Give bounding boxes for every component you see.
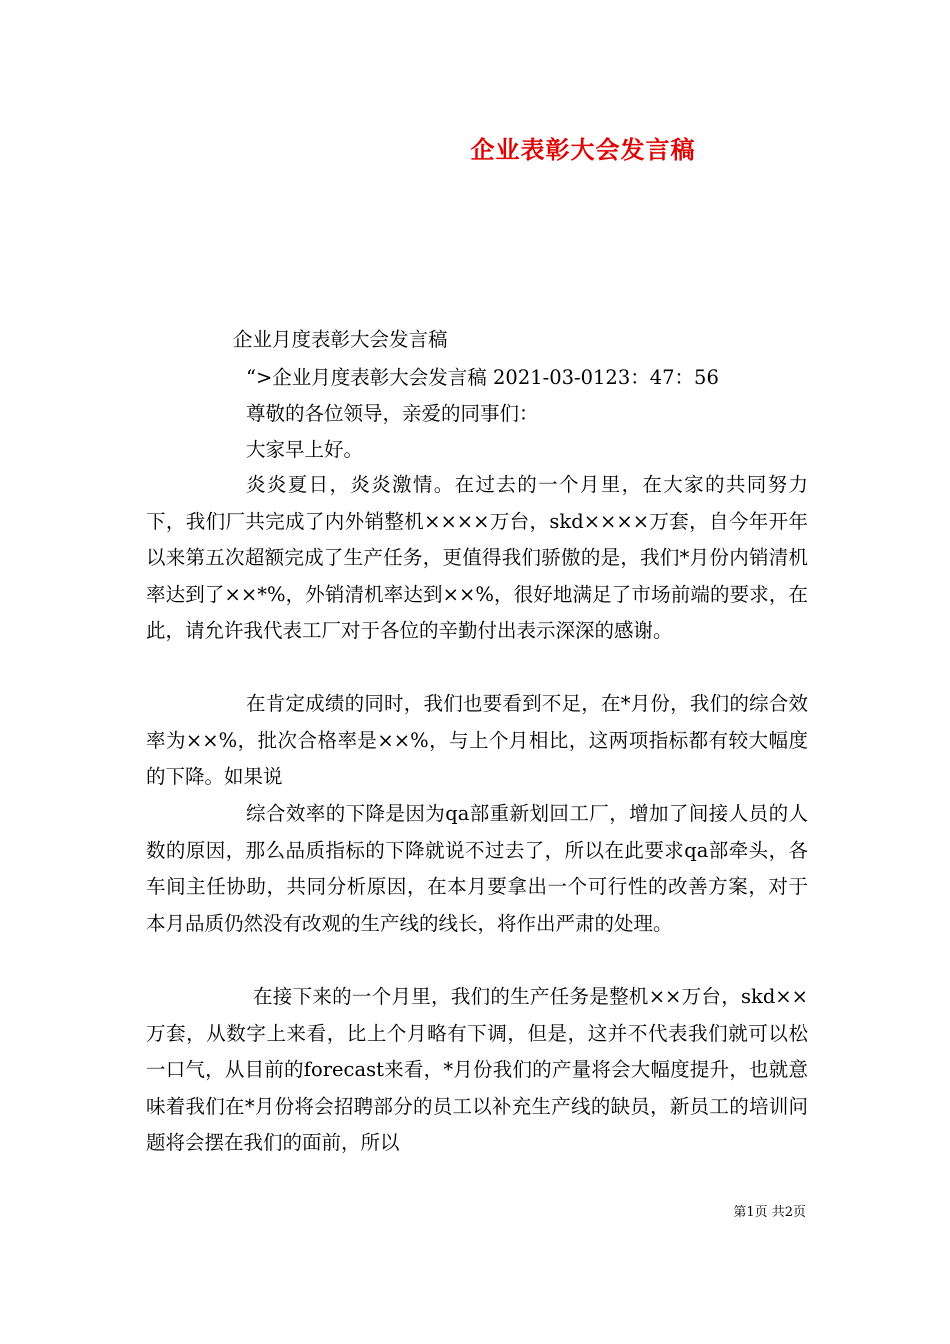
paragraph-2: 在肯定成绩的同时，我们也要看到不足，在*月份，我们的综合效率为××%，批次合格率是××%，与上个月相比，这两项指标都有较大幅度的下降。如果说	[146, 692, 808, 789]
salutation: 尊敬的各位领导，亲爱的同事们：	[246, 402, 539, 425]
paragraph-3: 综合效率的下降是因为qa部重新划回工厂，增加了间接人员的人数的原因，那么品质指标的下降就说不过去了，所以在此要求qa部牵头，各车间主任协助，共同分析原因，在本月要拿出一个可行性的改善方案，对于本月品质仍然没有改观的生产线的线长，将作出严肃的处理。	[146, 802, 808, 935]
paragraph-4: 在接下来的一个月里，我们的生产任务是整机××万台，skd××万套，从数字上来看，比上个月略有下调，但是，这并不代表我们就可以松一口气，从目前的forecast来看，*月份我们的产量将会大幅度提升，也就意味着我们在*月份将会招聘部分的员工以补充生产线的缺员，新员工的培训问题将会摆在我们的面前，所以	[146, 985, 808, 1155]
paragraph-1: 炎炎夏日，炎炎激情。在过去的一个月里，在大家的共同努力下，我们厂共完成了内外销整机××××万台，skd××××万套，自今年开年以来第五次超额完成了生产任务，更值得我们骄傲的是，我们*月份内销清机率达到了××*%，外销清机率达到××%，很好地满足了市场前端的要求，在此，请允许我代表工厂对于各位的辛勤付出表示深深的感谢。	[146, 473, 808, 643]
document-title: 企业表彰大会发言稿	[470, 135, 696, 164]
page-number: 第1页 共2页	[733, 1205, 806, 1220]
greeting: 大家早上好。	[246, 438, 364, 461]
document-subtitle: 企业月度表彰大会发言稿	[233, 328, 448, 351]
meta-line: “>企业月度表彰大会发言稿 2021-03-0123：47：56	[246, 366, 719, 389]
